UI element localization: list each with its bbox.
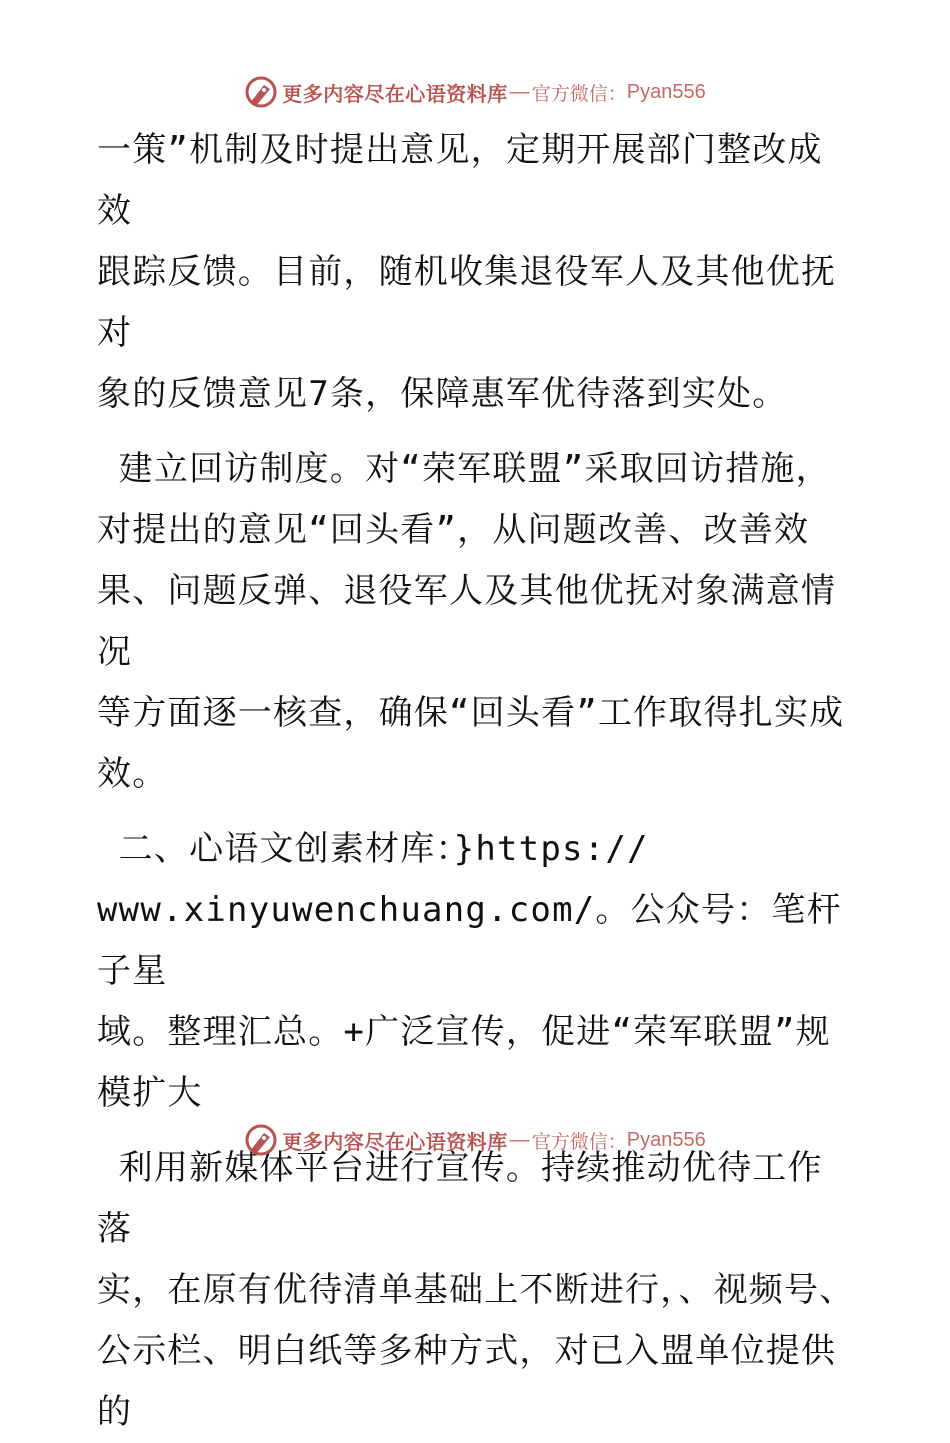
banner-wechat-id: Pyan556	[626, 80, 706, 103]
pen-nib-seal-icon	[244, 75, 278, 109]
text-line: 跟踪反馈。目前，随机收集退役军人及其他优抚对	[97, 252, 837, 353]
banner-wechat-label: 官方微信：	[531, 1130, 627, 1153]
banner-dash: —	[509, 1128, 530, 1151]
paragraph-2	[97, 439, 857, 805]
pen-nib-seal-icon	[244, 1123, 278, 1157]
text-line: 域。整理汇总。+广泛宣传，促进“荣军联盟”规	[97, 1012, 831, 1052]
banner-wechat-label: 官方微信：	[531, 82, 627, 105]
paragraph-1	[97, 120, 857, 425]
paragraph-3	[97, 819, 857, 1124]
banner-dash: —	[509, 80, 530, 103]
banner-main-text: 更多内容尽在心语资料库	[282, 1129, 508, 1154]
banner-wechat-id: Pyan556	[626, 1128, 706, 1151]
text-line: 效。	[97, 754, 168, 794]
text-line: 一策”机制及时提出意见，定期开展部门整改成效	[97, 130, 823, 231]
text-line: 果、问题反弹、退役军人及其他优抚对象满意情况	[97, 571, 837, 672]
document-body	[97, 120, 857, 1443]
text-line: 二、心语文创素材库：}https://	[97, 829, 649, 869]
text-line: 象的反馈意见7条，保障惠军优待落到实处。	[97, 374, 788, 414]
footer-banner	[0, 1120, 950, 1160]
text-line: 实，在原有优待清单基础上不断进行，、视频号、	[97, 1270, 855, 1310]
text-line: www.xinyuwenchuang.com/。公众号：笔杆子星	[97, 890, 842, 991]
text-line: 模扩大	[97, 1073, 203, 1113]
header-banner	[0, 72, 950, 112]
text-line: 公示栏、明白纸等多种方式，对已入盟单位提供的	[97, 1331, 837, 1432]
text-line: 建立回访制度。对“荣军联盟”采取回访措施，	[97, 449, 831, 489]
text-line: 等方面逐一核查，确保“回头看”工作取得扎实成	[97, 693, 845, 733]
text-line: 利用新媒体平台进行宣传。持续推动优待工作落	[97, 1148, 823, 1249]
text-line: 对提出的意见“回头看”，从问题改善、改善效	[97, 510, 810, 550]
banner-main-text: 更多内容尽在心语资料库	[282, 81, 508, 106]
paragraph-4	[97, 1138, 857, 1443]
